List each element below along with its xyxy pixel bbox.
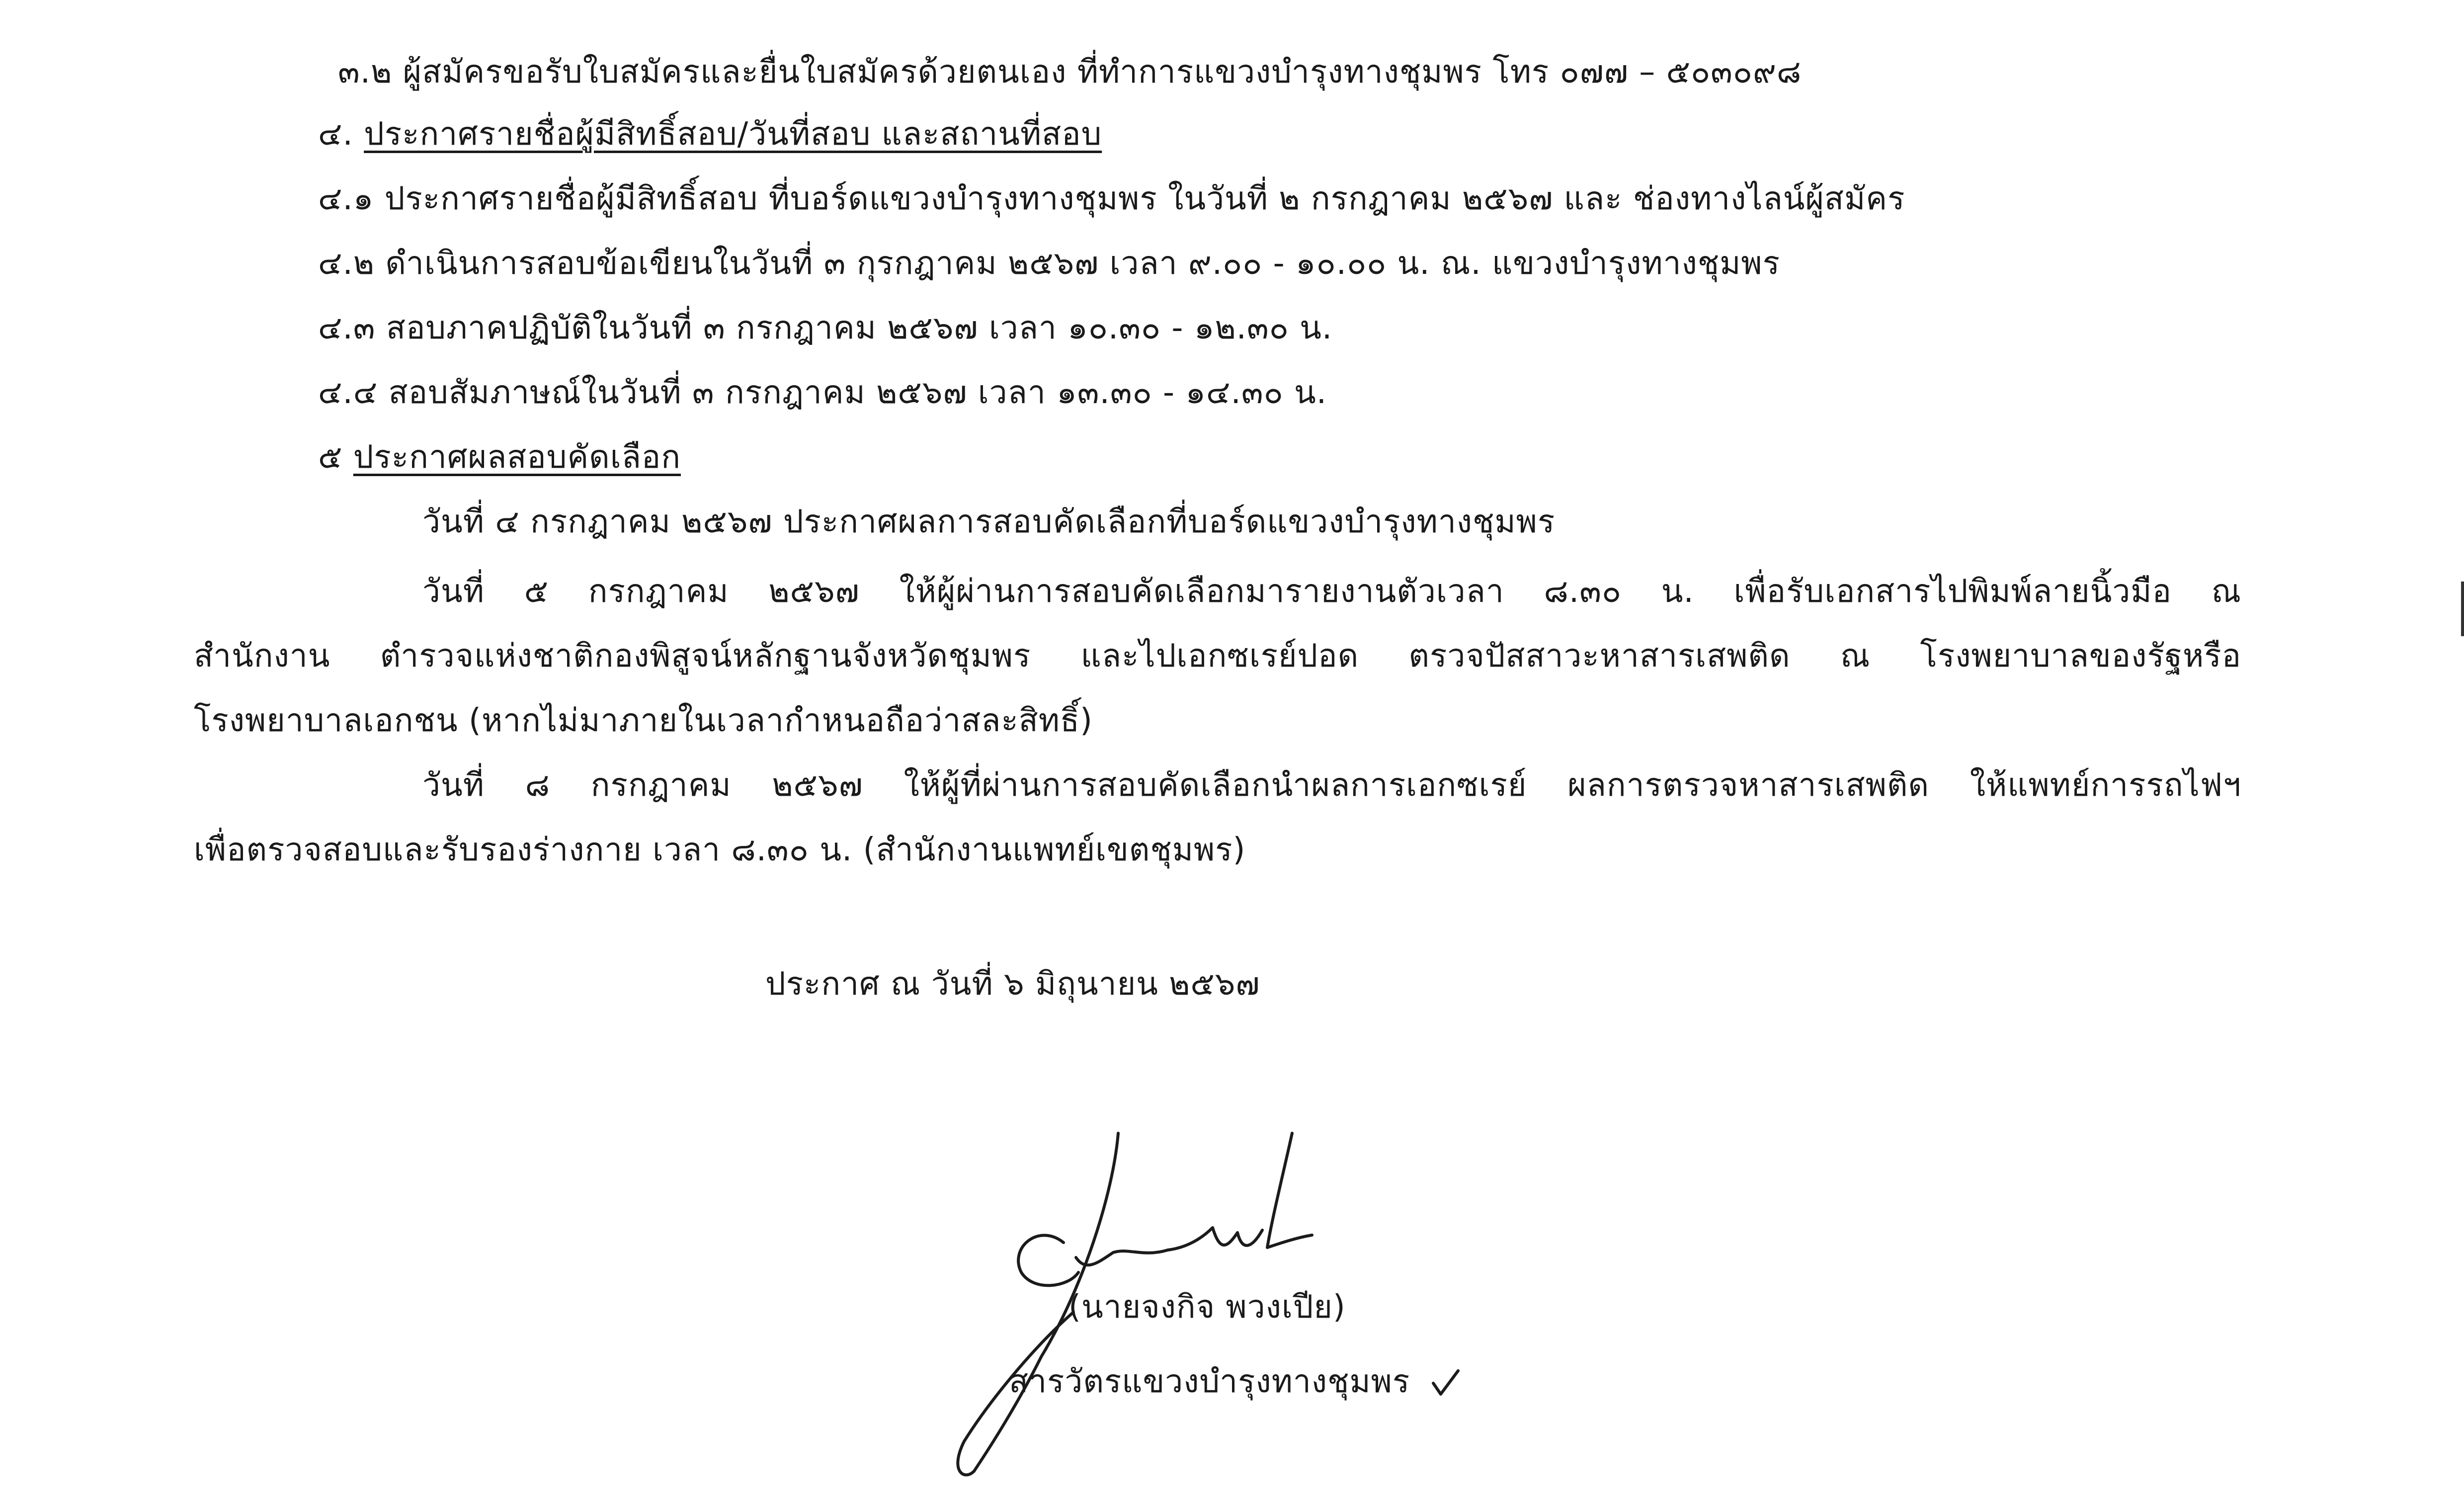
day-8-line-1: วันที่ ๘ กรกฎาคม ๒๕๖๗ ให้ผู้ที่ผ่านการสอบคัดเลือกนำผลการเอกซเรย์ ผลการตรวจหาสารเสพติด ให้แพทย์การรถไฟฯ <box>422 767 2241 804</box>
item-4-3: ๔.๓ สอบภาคปฏิบัติในวันที่ ๓ กรกฎาคม ๒๕๖๗ เวลา ๑๐.๓๐ - ๑๒.๓๐ น. <box>318 310 1333 346</box>
day-5-line-1: วันที่ ๕ กรกฎาคม ๒๕๖๗ ให้ผู้ผ่านการสอบคัดเลือกมารายงานตัวเวลา ๘.๓๐ น. เพื่อรับเอกสารไปพิมพ์ลายนิ้วมือ ณ <box>422 573 2241 610</box>
day-8-line-2: เพื่อตรวจสอบและรับรองร่างกาย เวลา ๘.๓๐ น. (สำนักงานแพทย์เขตชุมพร) <box>194 832 1246 868</box>
section-4-title: ประกาศรายชื่อผู้มีสิทธิ์สอบ/วันที่สอบ และสถานที่สอบ <box>364 116 1102 153</box>
announcement-date: ประกาศ ณ วันที่ ๖ มิถุนายน ๒๕๖๗ <box>765 966 1260 1002</box>
item-3-2: ๓.๒ ผู้สมัครขอรับใบสมัครและยื่นใบสมัครด้วยตนเอง ที่ทำการแขวงบำรุงทางชุมพร โทร ๐๗๗ – ๕๐๓๐๙๘ <box>338 54 1802 90</box>
item-4-2: ๔.๒ ดำเนินการสอบข้อเขียนในวันที่ ๓ กุรกฎาคม ๒๕๖๗ เวลา ๙.๐๐ - ๑๐.๐๐ น. ณ. แขวงบำรุงทางชุมพร <box>318 245 1780 282</box>
section-4-heading <box>318 109 1102 159</box>
section-4-number: ๔. <box>318 116 353 153</box>
section-5-heading <box>318 432 681 482</box>
signer-name: (นายจงกิจ พวงเปีย) <box>1068 1289 1346 1326</box>
signer-title-text: สารวัตรแขวงบำรุงทางชุมพร <box>1009 1363 1410 1400</box>
section-5-title: ประกาศผลสอบคัดเลือก <box>353 439 681 476</box>
day-5-line-2: สำนักงาน ตำรวจแห่งชาติกองพิสูจน์หลักฐานจังหวัดชุมพร และไปเอกซเรย์ปอด ตรวจปัสสาวะหาสารเสพติด ณ โรงพยาบาลของรัฐหรือ <box>194 638 2241 674</box>
check-mark-icon <box>1431 1368 1461 1398</box>
page-edge-mark <box>2461 582 2464 636</box>
day-4-paragraph: วันที่ ๔ กรกฎาคม ๒๕๖๗ ประกาศผลการสอบคัดเลือกที่บอร์ดแขวงบำรุงทางชุมพร <box>422 503 1556 540</box>
signer-title <box>1009 1357 1461 1407</box>
item-4-1: ๔.๑ ประกาศรายชื่อผู้มีสิทธิ์สอบ ที่บอร์ดแขวงบำรุงทางชุมพร ในวันที่ ๒ กรกฎาคม ๒๕๖๗ และ ช่องทางไลน์ผู้สมัคร <box>318 180 1905 217</box>
item-4-4: ๔.๔ สอบสัมภาษณ์ในวันที่ ๓ กรกฎาคม ๒๕๖๗ เวลา ๑๓.๓๐ - ๑๔.๓๐ น. <box>318 374 1327 411</box>
section-5-number: ๕ <box>318 439 343 476</box>
day-5-line-3: โรงพยาบาลเอกชน (หากไม่มาภายในเวลากำหนอถือว่าสละสิทธิ์) <box>194 702 1093 739</box>
